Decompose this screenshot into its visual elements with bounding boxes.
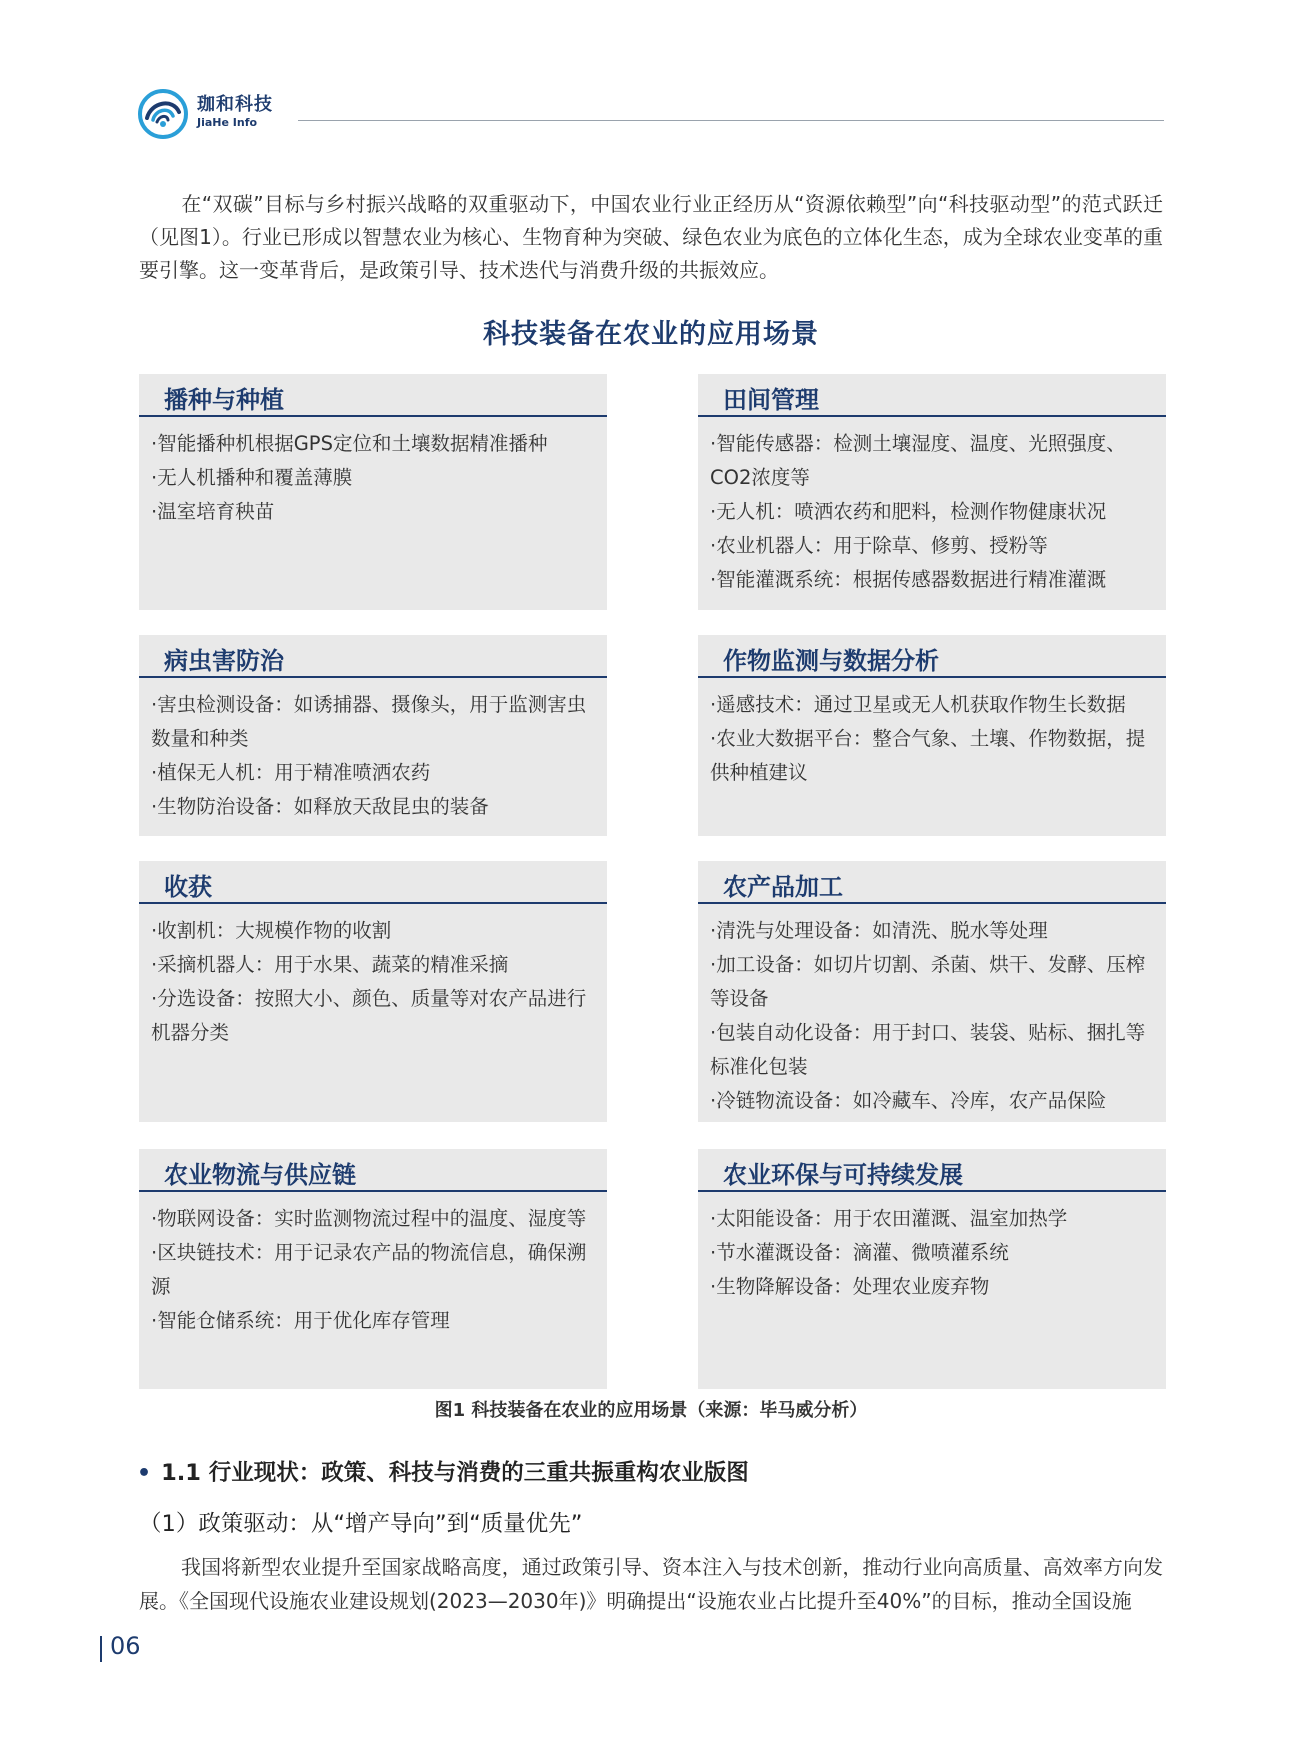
list-item: ·清洗与处理设备：如清洗、脱水等处理 [710,919,1048,942]
card-item-list [710,1202,1154,1304]
figure-title: 科技装备在农业的应用场景 [483,319,819,350]
list-item: ·智能灌溉系统：根据传感器数据进行精准灌溉 [710,568,1107,591]
brand-name-en: JiaHe Info [197,116,258,129]
card-field-management [698,374,1166,610]
list-item: ·害虫检测设备：如诱捕器、摄像头，用于监测害虫数量和种类 [151,693,587,750]
card-header [139,1149,607,1192]
card-header [698,635,1166,678]
page-header [137,88,1165,138]
card-header [698,861,1166,904]
card-header [139,861,607,904]
list-item: ·太阳能设备：用于农田灌溉、温室加热学 [710,1207,1068,1230]
card-header [698,374,1166,417]
intro-text: 在“双碳”目标与乡村振兴战略的双重驱动下，中国农业行业正经历从“资源依赖型”向“科技驱动型”的范式跃迁（见图1）。行业已形成以智慧农业为核心、生物育种为突破、绿色农业为底色的立体化生态，成为全球农业变革的重要引擎。这一变革背后，是政策引导、技术迭代与消费升级的共振效应。 [139,192,1163,282]
brand-name [197,94,273,130]
list-item: ·无人机：喷洒农药和肥料，检测作物健康状况 [710,500,1107,523]
list-item: ·采摘机器人：用于水果、蔬菜的精准采摘 [151,953,509,976]
card-title: 播种与种植 [164,386,284,414]
list-item: ·收割机：大规模作物的收割 [151,919,392,942]
jiahe-logo-icon [137,88,189,140]
card-item-list [710,914,1154,1118]
card-sowing [139,374,607,610]
page-number-text: 06 [110,1632,141,1660]
card-title: 作物监测与数据分析 [723,647,939,675]
card-item-list [151,914,595,1050]
list-item: ·冷链物流设备：如冷藏车、冷库，农产品保险 [710,1089,1107,1112]
brand-name-cn: 珈和科技 [197,94,273,115]
card-title: 农产品加工 [723,873,843,901]
list-item: ·智能播种机根据GPS定位和土壤数据精准播种 [151,432,548,455]
list-item: ·智能仓储系统：用于优化库存管理 [151,1309,450,1332]
card-title: 田间管理 [723,386,819,414]
list-item: ·遥感技术：通过卫星或无人机获取作物生长数据 [710,693,1126,716]
card-crop-monitoring [698,635,1166,836]
list-item: ·植保无人机：用于精准喷洒农药 [151,761,431,784]
card-title: 农业环保与可持续发展 [723,1161,963,1189]
card-processing [698,861,1166,1122]
list-item: ·农业大数据平台：整合气象、土壤、作物数据，提供种植建议 [710,727,1146,784]
list-item: ·生物降解设备：处理农业废弃物 [710,1275,990,1298]
card-harvest [139,861,607,1122]
card-title: 收获 [164,873,212,901]
list-item: ·生物防治设备：如释放天敌昆虫的装备 [151,795,489,818]
body-paragraph-text: 我国将新型农业提升至国家战略高度，通过政策引导、资本注入与技术创新，推动行业向高质量、高效率方向发展。《全国现代设施农业建设规划(2023—2030年)》明确提出“设施农业占比提升至40%”的目标，推动全国设施 [139,1555,1163,1613]
list-item: ·分选设备：按照大小、颜色、质量等对农产品进行机器分类 [151,987,587,1044]
list-item: ·农业机器人：用于除草、修剪、授粉等 [710,534,1048,557]
list-item: ·无人机播种和覆盖薄膜 [151,466,353,489]
header-divider [298,120,1164,121]
card-pest-control [139,635,607,836]
body-paragraph [139,1550,1163,1618]
card-item-list [151,427,595,529]
section-heading-text: 1.1 行业现状：政策、科技与消费的三重共振重构农业版图 [161,1460,749,1486]
intro-paragraph [139,188,1163,287]
card-item-list [151,688,595,824]
card-title: 病虫害防治 [164,647,284,675]
card-header [698,1149,1166,1192]
card-header [139,635,607,678]
list-item: ·智能传感器：检测土壤湿度、温度、光照强度、CO2浓度等 [710,432,1126,489]
card-title: 农业物流与供应链 [164,1161,356,1189]
list-item: ·区块链技术：用于记录农产品的物流信息，确保溯源 [151,1241,587,1298]
card-item-list [710,688,1154,790]
page-number [100,1632,141,1660]
list-item: ·节水灌溉设备：滴灌、微喷灌系统 [710,1241,1009,1264]
card-logistics [139,1149,607,1389]
card-item-list [710,427,1154,597]
list-item: ·包装自动化设备：用于封口、装袋、贴标、捆扎等标准化包装 [710,1021,1146,1078]
figure-caption: 图1 科技装备在农业的应用场景（来源：毕马威分析） [434,1400,868,1421]
card-header [139,374,607,417]
card-item-list [151,1202,595,1338]
subsection-heading: （1）政策驱动：从“增产导向”到“质量优先” [139,1511,583,1537]
list-item: ·物联网设备：实时监测物流过程中的温度、湿度等 [151,1207,587,1230]
section-heading [137,1455,749,1487]
list-item: ·温室培育秧苗 [151,500,275,523]
card-sustainability [698,1149,1166,1389]
bullet-icon: • [137,1461,152,1486]
list-item: ·加工设备：如切片切割、杀菌、烘干、发酵、压榨等设备 [710,953,1146,1010]
